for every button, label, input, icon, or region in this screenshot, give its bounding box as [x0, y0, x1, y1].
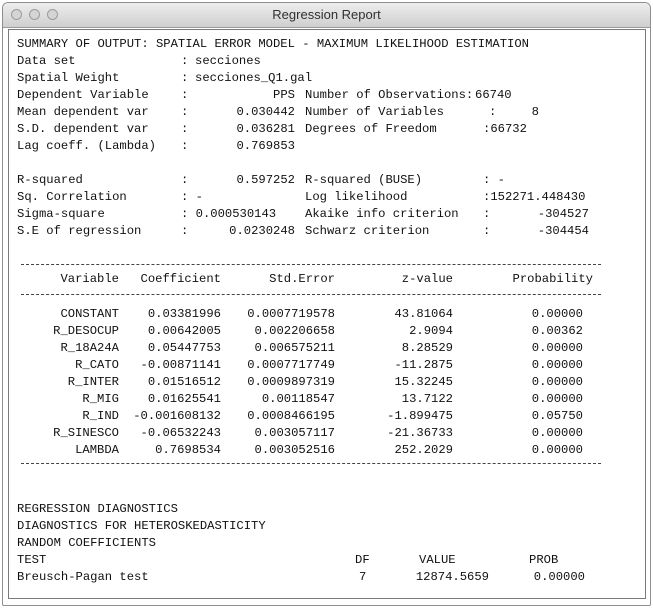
cell-probability: 0.00000 [531, 341, 583, 355]
cell-z-value: 15.32245 [394, 375, 453, 389]
df-header: DF [355, 553, 370, 567]
cell-z-value: 252.2029 [394, 443, 453, 457]
sc-value: -304454 [537, 224, 589, 238]
cell-coefficient: -0.001608132 [133, 409, 221, 423]
cell-coefficient: -0.00871141 [140, 358, 221, 372]
cell-probability: 0.00000 [531, 375, 583, 389]
cell-coefficient: 0.01625541 [147, 392, 221, 406]
sqcorr-value: : - [181, 190, 203, 204]
window-title: Regression Report [272, 7, 381, 22]
loglik-value: :152271.448430 [483, 190, 586, 204]
colon: : [181, 105, 189, 119]
test-value: 12874.5659 [415, 570, 489, 584]
nobs-value: 66740 [475, 88, 512, 102]
colon: : [483, 207, 491, 221]
colon: : [181, 122, 189, 136]
cell-variable: R_CATO [75, 358, 119, 372]
sd-dep-value: 0.036281 [236, 122, 295, 136]
mean-dep-value: 0.030442 [236, 105, 295, 119]
cell-coefficient: 0.05447753 [147, 341, 221, 355]
nvars-label: Number of Variables [305, 105, 444, 119]
se-reg-label: S.E of regression [17, 224, 142, 238]
aic-label: Akaike info criterion [305, 207, 459, 221]
cell-z-value: -1.899475 [387, 409, 453, 423]
cell-std-error: 0.003057117 [254, 426, 335, 440]
dep-var-value: PPS [273, 88, 295, 102]
report-header: SUMMARY OF OUTPUT: SPATIAL ERROR MODEL - MAXIMUM LIKELIHOOD ESTIMATION [17, 37, 529, 51]
prob-header: PROB [529, 553, 559, 567]
cell-z-value: 2.9094 [409, 324, 453, 338]
cell-std-error: 0.00118547 [261, 392, 335, 406]
nvars-value: 8 [531, 105, 539, 119]
cell-variable: R_SINESCO [53, 426, 119, 440]
report-window [2, 2, 651, 606]
test-name: Breusch-Pagan test [17, 570, 149, 584]
lambda-value: 0.769853 [236, 139, 295, 153]
diagnostics-title: REGRESSION DIAGNOSTICS [17, 502, 178, 516]
sigma-label: Sigma-square [17, 207, 105, 221]
cell-probability: 0.05750 [531, 409, 583, 423]
cell-probability: 0.00000 [531, 426, 583, 440]
cell-z-value: 13.7122 [401, 392, 453, 406]
cell-coefficient: 0.00642005 [147, 324, 221, 338]
dof-label: Degrees of Freedom [305, 122, 437, 136]
cell-variable: R_18A24A [60, 341, 119, 355]
col-header-variable: Variable [60, 272, 119, 286]
divider [21, 294, 601, 295]
col-header-std-error: Std.Error [269, 272, 335, 286]
cell-z-value: 43.81064 [394, 307, 453, 321]
divider [21, 463, 601, 464]
cell-variable: CONSTANT [60, 307, 119, 321]
aic-value: -304527 [537, 207, 589, 221]
cell-probability: 0.00362 [531, 324, 583, 338]
cell-variable: R_MIG [82, 392, 119, 406]
title-bar[interactable] [3, 3, 650, 28]
colon: : [181, 224, 189, 238]
col-header-coefficient: Coefficient [140, 272, 221, 286]
report-text-area[interactable] [8, 29, 646, 599]
divider [21, 264, 601, 265]
cell-probability: 0.00000 [531, 443, 583, 457]
cell-coefficient: -0.06532243 [140, 426, 221, 440]
cell-z-value: -21.36733 [387, 426, 453, 440]
cell-variable: LAMBDA [75, 443, 119, 457]
colon: : [483, 224, 491, 238]
col-header-probability: Probability [512, 272, 593, 286]
nobs-label: Number of Observations: [305, 88, 474, 102]
loglik-label: Log likelihood [305, 190, 408, 204]
colon: : [181, 88, 189, 102]
rsq-label: R-squared [17, 173, 83, 187]
colon: : [181, 54, 189, 68]
value-header: VALUE [419, 553, 456, 567]
cell-probability: 0.00000 [531, 307, 583, 321]
dataset-value: secciones [195, 54, 261, 68]
heteroskedasticity-title: DIAGNOSTICS FOR HETEROSKEDASTICITY [17, 519, 266, 533]
random-coefficients-title: RANDOM COEFFICIENTS [17, 536, 156, 550]
cell-std-error: 0.0007717749 [247, 358, 335, 372]
mean-dep-label: Mean dependent var [17, 105, 149, 119]
test-header: TEST [17, 553, 47, 567]
col-header-z-value: z-value [401, 272, 453, 286]
weight-value: secciones_Q1.gal [195, 71, 313, 85]
rsq-buse-value: : - [483, 173, 505, 187]
dep-var-label: Dependent Variable [17, 88, 149, 102]
cell-z-value: -11.2875 [394, 358, 453, 372]
cell-variable: R_INTER [67, 375, 119, 389]
sqcorr-label: Sq. Correlation [17, 190, 127, 204]
colon: : [181, 71, 189, 85]
cell-std-error: 0.0009897319 [247, 375, 335, 389]
colon: : [181, 139, 189, 153]
cell-coefficient: 0.7698534 [155, 443, 221, 457]
lambda-label: Lag coeff. (Lambda) [17, 139, 156, 153]
cell-variable: R_IND [82, 409, 119, 423]
weight-label: Spatial Weight [17, 71, 120, 85]
sigma-value: : 0.000530143 [181, 207, 277, 221]
cell-coefficient: 0.03381996 [147, 307, 221, 321]
cell-std-error: 0.0008466195 [247, 409, 335, 423]
cell-variable: R_DESOCUP [53, 324, 119, 338]
rsq-value: 0.597252 [236, 173, 295, 187]
cell-std-error: 0.0007719578 [247, 307, 335, 321]
colon: : [181, 173, 189, 187]
test-df: 7 [359, 570, 367, 584]
sd-dep-label: S.D. dependent var [17, 122, 149, 136]
cell-probability: 0.00000 [531, 392, 583, 406]
sc-label: Schwarz criterion [305, 224, 430, 238]
rsq-buse-label: R-squared (BUSE) [305, 173, 423, 187]
cell-probability: 0.00000 [531, 358, 583, 372]
cell-std-error: 0.006575211 [254, 341, 335, 355]
test-prob: 0.00000 [533, 570, 585, 584]
cell-std-error: 0.003052516 [254, 443, 335, 457]
cell-std-error: 0.002206658 [254, 324, 335, 338]
cell-z-value: 8.28529 [401, 341, 453, 355]
colon: : [489, 105, 497, 119]
dof-value: :66732 [483, 122, 527, 136]
cell-coefficient: 0.01516512 [147, 375, 221, 389]
dataset-label: Data set [17, 54, 76, 68]
se-reg-value: 0.0230248 [229, 224, 295, 238]
